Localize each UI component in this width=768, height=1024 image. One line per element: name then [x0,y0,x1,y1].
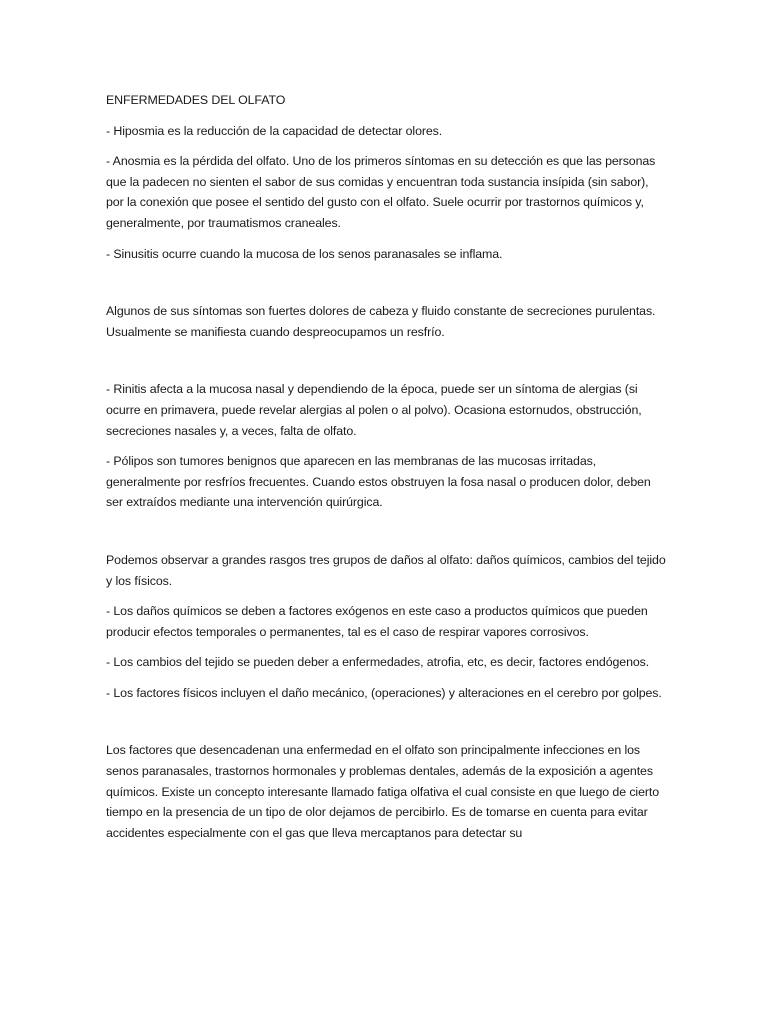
paragraph-anosmia: - Anosmia es la pérdida del olfato. Uno de los primeros síntomas en su detección es que las personas que la padecen no sienten el sabor de sus comidas y encuentran toda sustancia insípida (sin sabor), por la conexión que posee el sentido del gusto con el olfato. Suele ocurrir por trastornos químicos y, generalmente, por traumatismos craneales. [106,154,656,230]
document-title: ENFERMEDADES DEL OLFATO [106,93,286,107]
paragraph-chemical-damage: - Los daños químicos se deben a factores exógenos en este caso a productos químicos que pueden producir efectos temporales o permanentes, tal es el caso de respirar vapores corrosivos. [106,604,648,639]
paragraph-triggering-factors: Los factores que desencadenan una enfermedad en el olfato son principalmente infecciones en los senos paranasales, trastornos hormonales y problemas dentales, además de la exposición a agentes químicos. Existe un concepto interesante llamado fatiga olfativa el cual consiste en que luego de cierto tiempo en la presencia de un tipo de olor dejamos de percibirlo. Es de tomarse en cuenta para evitar accidentes especialmente con el gas que lleva mercaptanos para detectar su [106,743,660,840]
paragraph-polipos: - Pólipos son tumores benignos que aparecen en las membranas de las mucosas irritadas, generalmente por resfríos frecuentes. Cuando estos obstruyen la fosa nasal o producen dolor, deben ser extraídos mediante una intervención quirúrgica. [106,454,651,510]
paragraph-damage-groups: Podemos observar a grandes rasgos tres grupos de daños al olfato: daños químicos, cambios del tejido y los físicos. [106,552,666,588]
paragraph-hiposmia: - Hiposmia es la reducción de la capacidad de detectar olores. [106,123,443,138]
paragraph-sinusitis: - Sinusitis ocurre cuando la mucosa de los senos paranasales se inflama. [106,246,503,261]
paragraph-rinitis: - Rinitis afecta a la mucosa nasal y dependiendo de la época, puede ser un síntoma de alergias (si ocurre en primavera, puede revelar alergias al polen o al polvo). Ocasiona estornudos, obstrucción, secreciones nasales y, a veces, falta de olfato. [106,382,642,438]
paragraph-physical-factors: - Los factores físicos incluyen el daño mecánico, (operaciones) y alteraciones en el cerebro por golpes. [106,685,662,700]
paragraph-tissue-changes: - Los cambios del tejido se pueden deber a enfermedades, atrofia, etc, es decir, factores endógenos. [106,655,650,670]
paragraph-sinusitis-symptoms: Algunos de sus síntomas son fuertes dolores de cabeza y fluido constante de secreciones purulentas. Usualmente se manifiesta cuando despreocupamos un resfrío. [106,304,656,339]
document-page [106,90,666,843]
